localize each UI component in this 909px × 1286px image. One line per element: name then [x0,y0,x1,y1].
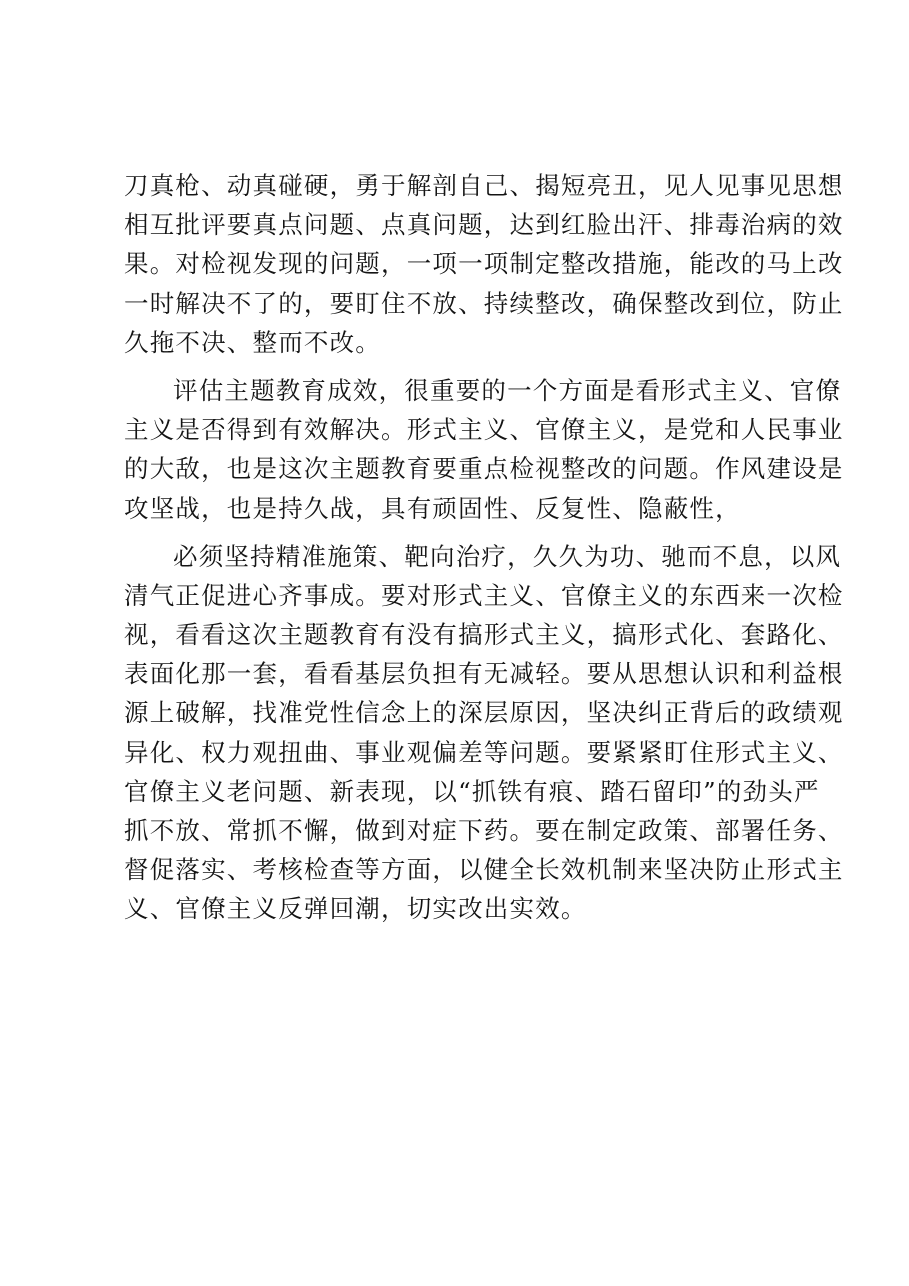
text-line: 清气正促进心齐事成。要对形式主义、官僚主义的东西来一次检 [124,580,844,610]
text-line: 果。对检视发现的问题，一项一项制定整改措施，能改的马上改 [124,249,844,279]
text-line: 相互批评要真点问题、点真问题，达到红脸出汗、排毒治病的效 [124,210,844,240]
text-line: 视，看看这次主题教育有没有搞形式主义，搞形式化、套路化、 [124,620,844,650]
text-line: 攻坚战，也是持久战，具有顽固性、反复性、隐蔽性， [124,493,741,523]
text-line: 主义是否得到有效解决。形式主义、官僚主义，是党和人民事业 [124,415,844,445]
text-line: 的大敌，也是这次主题教育要重点检视整改的问题。作风建设是 [124,454,844,484]
text-line: 异化、权力观扭曲、事业观偏差等问题。要紧紧盯住形式主义、 [124,737,844,767]
paragraph-first-line: 评估主题教育成效，很重要的一个方面是看形式主义、官僚 [173,375,842,405]
text-line: 表面化那一套，看看基层负担有无减轻。要从思想认识和利益根 [124,659,844,689]
paragraph-first-line: 必须坚持精准施策、靶向治疗，久久为功、驰而不息，以风 [173,541,842,571]
text-line: 久拖不决、整而不改。 [124,327,381,357]
text-line: 官僚主义老问题、新表现，以“抓铁有痕、踏石留印”的劲头严 [124,776,820,806]
paragraph-gap [124,528,808,537]
text-line: 督促落实、考核检查等方面，以健全长效机制来坚决防止形式主 [124,855,844,885]
text-line: 抓不放、常抓不懈，做到对症下药。要在制定政策、部署任务、 [124,816,844,845]
text-line: 源上破解，找准党性信念上的深层原因，坚决纠正背后的政绩观 [124,698,844,728]
document-body [124,166,844,929]
text-line: 一时解决不了的，要盯住不放、持续整改，确保整改到位，防止 [124,288,844,318]
text-line: 义、官僚主义反弹回潮，切实改出实效。 [124,894,587,924]
text-line: 刀真枪、动真碰硬，勇于解剖自己、揭短亮丑，见人见事见思想 [124,171,844,200]
paragraph-gap [124,362,808,371]
